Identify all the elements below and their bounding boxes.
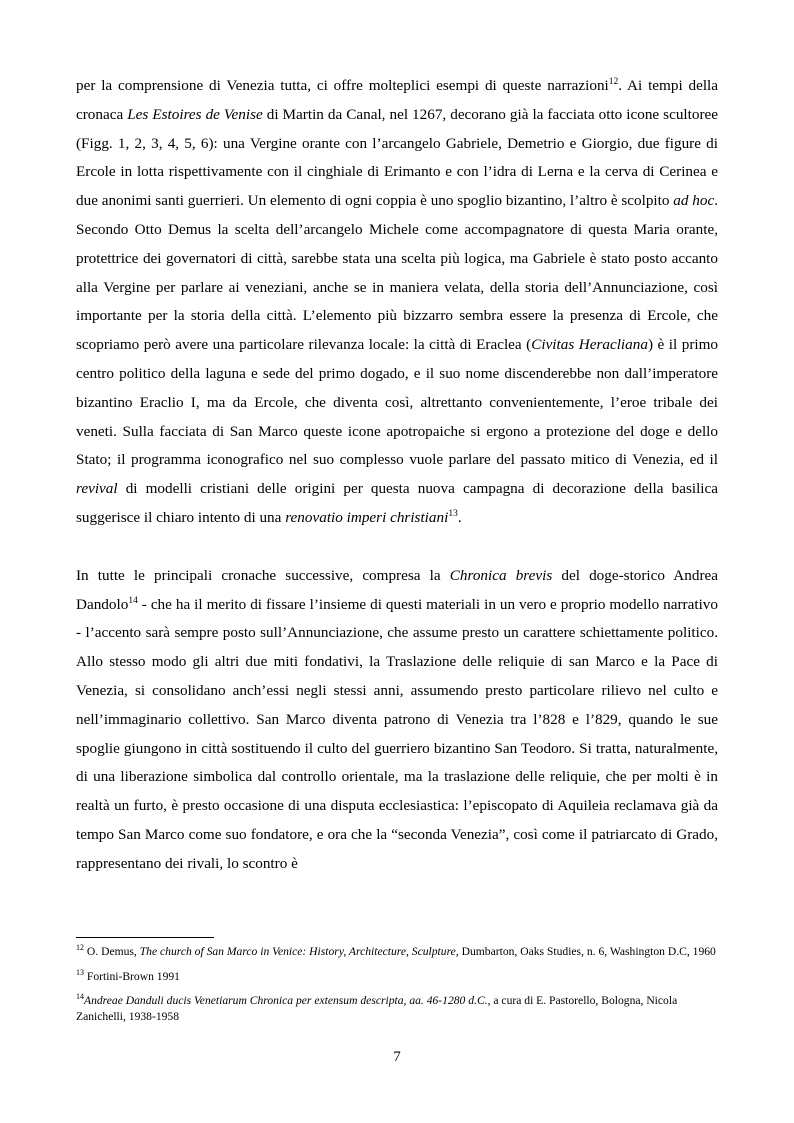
body-text	[76, 72, 718, 879]
text-run: Fortini-Brown 1991	[84, 969, 180, 983]
paragraph	[76, 72, 718, 533]
text-run: . Secondo Otto Demus la scelta dell’arcangelo Michele come accompagnatore di questa Maria orante, protettrice dei governatori di città, sarebbe stata una scelta più logica, ma Gabriele è stato posto accanto alla Vergine per parlare ai veneziani, anche se in maniera velata, della storia dell’Annunciazione, così importante per la storia della città. L’elemento più bizzarro sembra essere la presenza di Ercole, che scopriamo però avere una particolare rilevanza locale: la città di Eraclea (	[76, 192, 718, 354]
italic-text: ad hoc	[673, 192, 715, 210]
italic-text: Andreae Danduli ducis Venetiarum Chronica per extensum descripta, aa. 46-1280 d.C.	[84, 994, 488, 1007]
footnote-ref: 12	[608, 76, 619, 87]
footnote-ref: 13	[448, 508, 458, 519]
italic-text: The church of San Marco in Venice: History, Architecture, Sculpture,	[139, 945, 459, 958]
footnote-ref: 13	[76, 967, 84, 977]
text-run: per la comprensione di Venezia tutta, ci offre molteplici esempi di queste narrazioni	[76, 77, 609, 94]
italic-text: renovatio imperi christiani	[285, 508, 449, 526]
text-run: In tutte le principali cronache successive, compresa la	[76, 566, 450, 584]
text-run: - che ha il merito di fissare l’insieme di questi materiali in un vero e proprio modello narrativo - l’accento sarà sempre posto sull’Annunciazione, che assume presto un carattere schiettamente politico. Allo stesso modo gli altri due miti fondativi, la Traslazione delle reliquie di san Marco e la Pace di Venezia, si consolidano anch’essi negli stessi anni, assumendo presto particolare rilievo nel culto e nell’immaginario collettivo. San Marco diventa patrono di Venezia tra l’828 e l’829, quando le sue spoglie giungono in città sostituendo il culto del guerriero bizantino San Teodoro. Si tratta, naturalmente, di una liberazione simbolica dal controllo orientale, ma la traslazione delle reliquie, che per molti è in realtà un furto, è presto occasione di una disputa ecclesiastica: l’episcopato di Aquileia reclamava già da tempo San Marco come suo fondatore, e ora che la “seconda Venezia”, così come il patriarcato di Grado, rappresentano dei rivali, lo scontro è	[76, 595, 718, 872]
footnote-separator	[76, 937, 214, 938]
footnote-13	[76, 969, 718, 985]
footnote-12	[76, 944, 718, 960]
italic-text: Civitas Heracliana	[531, 336, 648, 354]
footnote-ref: 14	[76, 992, 84, 1002]
footnote-ref: 12	[76, 943, 84, 953]
text-run: di Martin da Canal, nel 1267, decorano già la facciata otto icone scultoree (Figg. 1, 2, 3, 4, 5, 6): una Vergine orante con l’arcangelo Gabriele, Demetrio e Giorgio, due figure di Ercole in lotta rispettivamente con il cinghiale di Erimanto e con l’idra di Lerna e la cerva di Cerinea e due anonimi santi guerrieri. Un elemento di ogni coppia è uno spoglio bizantino, l’altro è scolpito	[76, 105, 718, 210]
text-run: Dumbarton, Oaks Studies, n. 6, Washington D.C, 1960	[458, 945, 716, 958]
text-run: O. Demus,	[84, 945, 140, 958]
footnote-14	[76, 993, 718, 1024]
text-run: ) è il primo centro politico della laguna e sede del primo dogado, e il suo nome discenderebbe non dall’imperatore bizantino Eraclio I, ma da Ercole, che diventa così, altrettanto convenientemente, l’eroe tribale dei veneti. Sulla facciata di San Marco queste icone apotropaiche si ergono a protezione del doge e dello Stato; il programma iconografico nel suo complesso vuole parlare del passato mitico di Venezia, ed il	[76, 336, 719, 469]
italic-text: Chronica brevis	[449, 566, 553, 584]
italic-text: revival	[76, 480, 118, 498]
text-run: . Ai tempi della cronaca	[76, 77, 718, 123]
footnote-ref: 14	[128, 595, 138, 606]
text-run: .	[457, 508, 462, 526]
page-number: 7	[393, 1049, 401, 1065]
text-run: di modelli cristiani delle origini per questa nuova campagna di decorazione della basilica suggerisce il chiaro intento di una	[76, 480, 718, 526]
italic-text: Les Estoires de Venise	[127, 105, 263, 123]
text-run: , a cura di E. Pastorello, Bologna, Nicola Zanichelli, 1938-1958	[76, 994, 678, 1023]
paragraph	[76, 562, 718, 879]
text-run: del doge-storico Andrea Dandolo	[76, 566, 718, 613]
footnotes	[76, 944, 718, 1033]
